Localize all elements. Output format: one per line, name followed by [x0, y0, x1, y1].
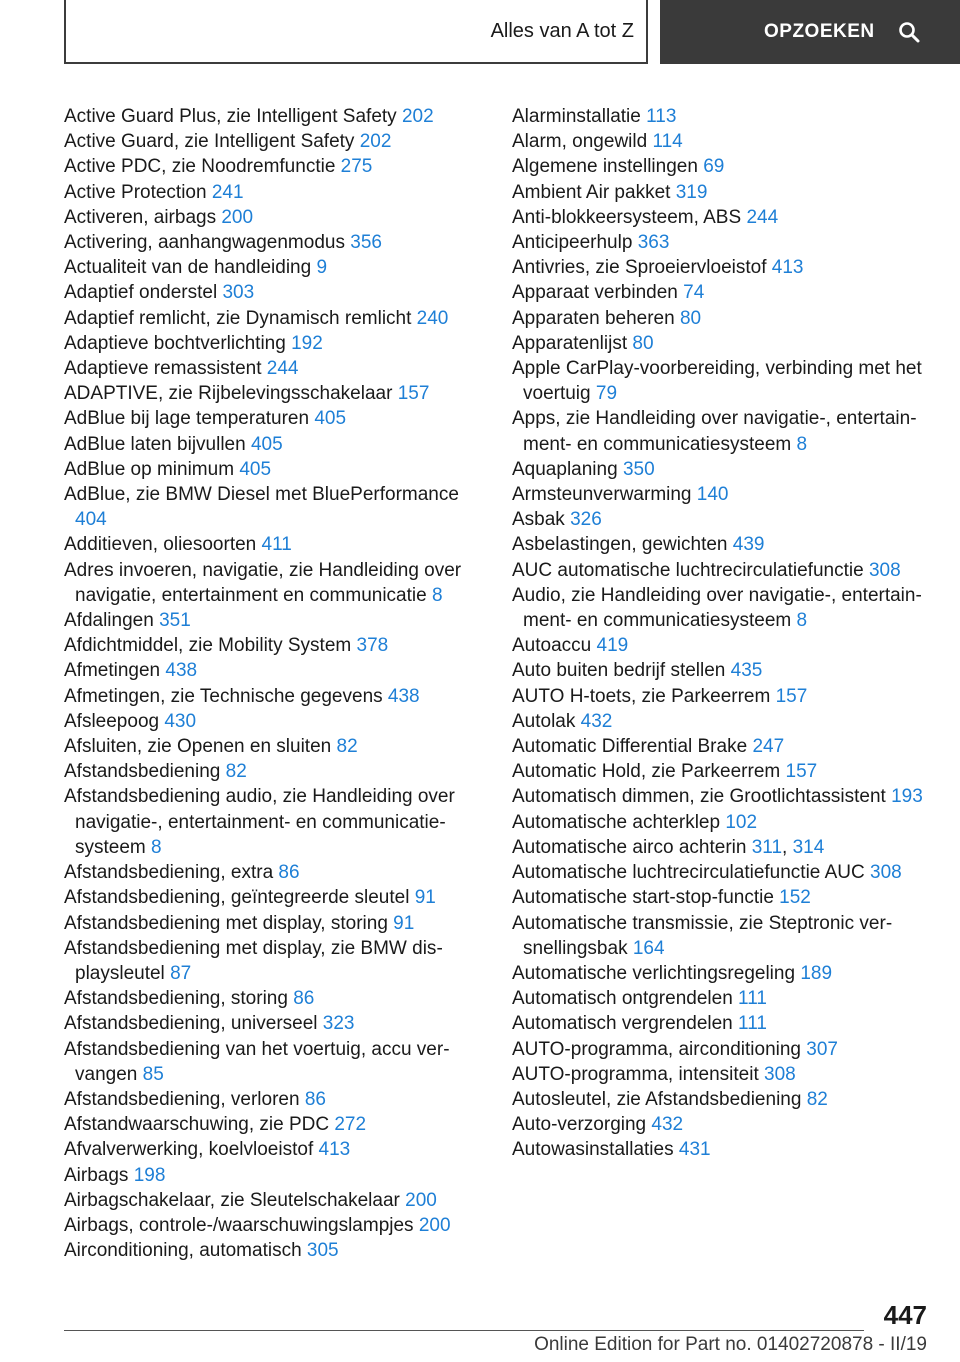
page-link[interactable]: 363	[637, 232, 670, 254]
index-entry	[512, 684, 932, 709]
page-link[interactable]: 307	[806, 1038, 838, 1060]
index-entry	[512, 784, 932, 809]
page-link[interactable]: 308	[868, 559, 901, 581]
index-entry	[512, 205, 932, 230]
index-entry	[64, 608, 464, 633]
index-entry	[64, 885, 464, 910]
index-term: Afstandsbediening van het voertuig, accu vervangen	[64, 1038, 450, 1085]
index-entry	[64, 129, 464, 154]
index-entry	[512, 810, 932, 835]
index-entry	[64, 432, 464, 457]
index-entry	[512, 356, 932, 406]
index-entry	[64, 154, 464, 179]
index-entry	[512, 1062, 932, 1087]
index-term: Airconditioning, automatisch	[64, 1240, 302, 1262]
page-link[interactable]: 272	[334, 1114, 367, 1136]
index-entry	[64, 684, 464, 709]
index-entry	[512, 532, 932, 557]
page-link[interactable]: 82	[806, 1088, 828, 1110]
page-link[interactable]: 241	[211, 181, 244, 203]
index-term: Autolak	[512, 710, 576, 732]
page-link[interactable]: 351	[159, 610, 191, 632]
page-link[interactable]: 311	[751, 836, 783, 858]
index-term: Afsluiten, zie Openen en sluiten	[64, 736, 332, 758]
page-link[interactable]: 152	[779, 887, 811, 909]
index-entry	[64, 230, 464, 255]
index-term: Asbak	[512, 509, 565, 531]
page-link[interactable]: 356	[350, 232, 382, 254]
page-link[interactable]: 91	[393, 912, 415, 934]
page-link[interactable]: 82	[225, 761, 247, 783]
index-term: Afstandsbediening, verloren	[64, 1088, 300, 1110]
page-link[interactable]: 8	[431, 584, 443, 606]
index-entry	[512, 633, 932, 658]
index-term: AUTO H-toets, zie Parkeerrem	[512, 685, 771, 707]
index-entry	[64, 1087, 464, 1112]
page-link[interactable]: 200	[405, 1189, 437, 1211]
index-term: Adaptieve remassistent	[64, 358, 262, 380]
index-term: Afstandsbediening met display, zie BMW displaysleutel	[64, 937, 443, 984]
index-term: Automatisch vergrendelen	[512, 1013, 733, 1035]
index-term: AUTO-programma, intensiteit	[512, 1063, 759, 1085]
page-link[interactable]: 200	[418, 1214, 451, 1236]
index-term: Adaptief onderstel	[64, 282, 218, 304]
index-term: Automatisch ontgrendelen	[512, 988, 733, 1010]
index-term: Afmetingen	[64, 660, 161, 682]
page-link[interactable]: 69	[703, 156, 725, 178]
page-link[interactable]: 114	[652, 131, 683, 153]
page-link[interactable]: 319	[675, 181, 708, 203]
search-label: OPZOEKEN	[764, 21, 875, 42]
section-title: Alles van A tot Z	[490, 19, 634, 42]
index-term: Alarm, ongewild	[512, 131, 648, 153]
index-entry	[64, 205, 464, 230]
page-link[interactable]: 244	[266, 358, 299, 380]
page-link[interactable]: 9	[316, 257, 328, 279]
search-tab[interactable]	[660, 0, 960, 64]
index-term: AdBlue op minimum	[64, 458, 235, 480]
index-term: Apparatenlijst	[512, 332, 628, 354]
page-link[interactable]: 305	[306, 1240, 339, 1262]
index-term: Auto-verzorging	[512, 1114, 647, 1136]
index-term: Afstandsbediening, universeel	[64, 1013, 318, 1035]
index-entry	[64, 356, 464, 381]
page-link[interactable]: 198	[133, 1164, 166, 1186]
index-entry	[64, 936, 464, 986]
page-link[interactable]: 413	[771, 257, 804, 279]
index-entry	[64, 1188, 464, 1213]
index-entry	[512, 1011, 932, 1036]
index-entry	[512, 860, 932, 885]
index-entry	[64, 1238, 464, 1263]
index-term: AUC automatische luchtrecirculatiefunctie	[512, 559, 864, 581]
index-entry	[512, 734, 932, 759]
page-link[interactable]: 164	[632, 937, 665, 959]
page-link[interactable]: 244	[746, 206, 779, 228]
index-term: Anti-blokkeersysteem, ABS	[512, 206, 742, 228]
page-link[interactable]: 404	[75, 509, 107, 531]
page-link[interactable]: 157	[397, 383, 430, 405]
index-term: Alarminstallatie	[512, 106, 641, 127]
index-entry	[512, 129, 932, 154]
index-term: Afsleepoog	[64, 710, 160, 732]
page-link[interactable]: 91	[414, 887, 436, 909]
section-tab[interactable]	[64, 0, 648, 64]
index-term: Afstandsbediening, extra	[64, 862, 274, 884]
index-entry	[512, 1037, 932, 1062]
index-entry	[64, 558, 464, 608]
page-link[interactable]: 111	[738, 1013, 767, 1035]
index-entry	[64, 306, 464, 331]
index-term: AdBlue, zie BMW Diesel met BluePerformance	[64, 484, 459, 506]
index-entry	[512, 911, 932, 961]
index-term: Automatische start-stop-functie	[512, 887, 774, 909]
page-link[interactable]: 140	[696, 484, 729, 506]
index-term: Algemene instellingen	[512, 156, 698, 178]
index-entry	[512, 230, 932, 255]
page-link[interactable]: 275	[340, 156, 373, 178]
index-term: Adres invoeren, navigatie, zie Handleiding over navigatie, entertainment en communicatie	[64, 559, 462, 606]
index-entry	[64, 986, 464, 1011]
index-entry	[512, 507, 932, 532]
index-term: Adaptieve bochtverlichting	[64, 332, 286, 354]
index-entry	[64, 331, 464, 356]
index-term: Automatische airco achterin	[512, 836, 747, 858]
index-term: Apps, zie Handleiding over navigatie-, entertainment- en communicatiesysteem	[512, 408, 917, 455]
index-term: AdBlue laten bijvullen	[64, 433, 246, 455]
index-entry	[64, 1112, 464, 1137]
page-link[interactable]: 157	[775, 685, 808, 707]
index-term: Airbagschakelaar, zie Sleutelschakelaar	[64, 1189, 400, 1211]
index-term: Apparaat verbinden	[512, 282, 678, 304]
page-link[interactable]: 438	[387, 685, 420, 707]
index-entry	[64, 709, 464, 734]
index-entry	[64, 1163, 464, 1188]
index-entry	[512, 457, 932, 482]
index-column-left	[64, 104, 464, 1263]
page-link[interactable]: 308	[870, 862, 902, 884]
index-term: Active Guard, zie Intelligent Safety	[64, 131, 355, 153]
page-link[interactable]: 438	[165, 660, 198, 682]
index-entry	[64, 381, 464, 406]
index-entry	[64, 1213, 464, 1238]
index-term: Afstandsbediening, geïntegreerde sleutel	[64, 887, 410, 909]
page-link[interactable]: 86	[293, 988, 315, 1010]
index-term: Autowasinstallaties	[512, 1139, 674, 1161]
page-link[interactable]: 193	[891, 786, 923, 808]
page-link[interactable]: 405	[250, 433, 283, 455]
index-entry	[64, 1037, 464, 1087]
page-link[interactable]: 157	[785, 761, 818, 783]
index-entry	[64, 1137, 464, 1162]
page-link[interactable]: 86	[278, 862, 300, 884]
index-term: Anticipeerhulp	[512, 232, 633, 254]
index-term: Afstandwaarschuwing, zie PDC	[64, 1114, 330, 1136]
index-term: Adaptief remlicht, zie Dynamisch remlicht	[64, 307, 412, 329]
index-entry	[512, 1087, 932, 1112]
index-entry	[512, 583, 932, 633]
index-term: Airbags	[64, 1164, 129, 1186]
index-term: Afstandsbediening met display, storing	[64, 912, 388, 934]
page-link[interactable]: 111	[738, 988, 767, 1010]
page-link[interactable]: 308	[764, 1063, 796, 1085]
index-entry	[64, 104, 464, 129]
index-entry: Automatische airco achterin 311, 314	[512, 836, 825, 858]
page-link[interactable]: 240	[416, 307, 449, 329]
index-entry	[512, 986, 932, 1011]
page-link[interactable]: 413	[318, 1139, 351, 1161]
index-entry	[64, 180, 464, 205]
index-entry	[64, 784, 464, 860]
index-term: Airbags, controle-/waarschuwingslampjes	[64, 1214, 414, 1236]
index-term: ADAPTIVE, zie Rijbelevingsschakelaar	[64, 383, 393, 405]
page-link[interactable]: 314	[792, 836, 825, 858]
index-entry	[64, 457, 464, 482]
index-entry	[64, 255, 464, 280]
index-term: Automatisch dimmen, zie Grootlichtassistent	[512, 786, 886, 808]
index-entry	[64, 658, 464, 683]
index-term: Automatische transmissie, zie Steptronic versnellingsbak	[512, 912, 893, 959]
index-term: Actualiteit van de handleiding	[64, 257, 312, 279]
page-link[interactable]: 8	[796, 610, 808, 632]
page-link[interactable]: 80	[679, 307, 702, 329]
index-entry	[64, 860, 464, 885]
index-term: Audio, zie Handleiding over navigatie-, entertainment- en communicatiesysteem	[512, 584, 922, 632]
index-term: Automatische achterklep	[512, 811, 721, 833]
index-term: Active Protection	[64, 181, 207, 203]
index-entry	[512, 180, 932, 205]
index-entry	[64, 482, 464, 532]
page-link[interactable]: 350	[622, 458, 655, 480]
index-entry	[64, 734, 464, 759]
index-entry	[512, 280, 932, 305]
index-term: Automatische luchtrecirculatiefunctie AUC	[512, 862, 865, 884]
index-term: Afstandsbediening audio, zie Handleiding over navigatie-, entertainment- en communicatiesysteem	[64, 786, 455, 858]
index-entry	[64, 532, 464, 557]
index-term: Activering, aanhangwagenmodus	[64, 232, 345, 254]
index-column-right	[512, 104, 932, 1163]
page-number: 447	[883, 1300, 927, 1330]
page-link[interactable]: 405	[239, 458, 272, 480]
page-link[interactable]: 432	[580, 710, 613, 732]
index-entry	[512, 759, 932, 784]
page-link[interactable]: 102	[725, 811, 758, 833]
page-link[interactable]: 8	[151, 836, 162, 858]
index-term: Additieven, oliesoorten	[64, 534, 257, 556]
index-term: Apple CarPlay-voorbereiding, verbinding met het voertuig	[512, 358, 922, 405]
index-term: Apparaten beheren	[512, 307, 675, 329]
page-link[interactable]: 87	[170, 962, 192, 984]
page-link[interactable]: 405	[314, 408, 347, 430]
index-entry	[64, 1011, 464, 1036]
index-term: Afdalingen	[64, 610, 154, 632]
index-entry	[64, 759, 464, 784]
index-term: Afmetingen, zie Technische gegevens	[64, 685, 383, 707]
index-term: Armsteunverwarming	[512, 484, 692, 506]
index-term: Afstandsbediening	[64, 761, 221, 783]
page-link[interactable]: 439	[732, 534, 765, 556]
page-link[interactable]: 8	[796, 433, 808, 455]
index-entry	[512, 558, 932, 583]
page-link[interactable]: 419	[596, 635, 629, 657]
index-term: Automatic Hold, zie Parkeerrem	[512, 761, 781, 783]
index-entry	[512, 709, 932, 734]
index-entry	[512, 154, 932, 179]
index-term: Afvalverwerking, koelvloeistof	[64, 1139, 314, 1161]
index-entry	[512, 1137, 932, 1162]
index-entry	[512, 482, 932, 507]
page-link[interactable]: 326	[570, 509, 602, 531]
index-term: Afdichtmiddel, zie Mobility System	[64, 635, 352, 657]
index-entry	[512, 406, 932, 456]
index-term: AdBlue bij lage temperaturen	[64, 408, 310, 430]
page-link[interactable]: 431	[678, 1139, 711, 1161]
page-link[interactable]: 192	[291, 332, 323, 354]
index-entry	[64, 633, 464, 658]
index-entry	[64, 406, 464, 431]
page-link[interactable]: 202	[401, 106, 434, 127]
page-link[interactable]: 85	[142, 1063, 164, 1085]
index-entry	[512, 885, 932, 910]
footer-divider	[64, 1330, 864, 1331]
index-term: Automatic Differential Brake	[512, 736, 748, 758]
index-entry	[512, 658, 932, 683]
index-entry	[512, 961, 932, 986]
index-term: Automatische verlichtingsregeling	[512, 962, 796, 984]
index-term: Asbelastingen, gewichten	[512, 534, 728, 556]
index-entry	[64, 280, 464, 305]
page-link[interactable]: 303	[222, 282, 255, 304]
page-link[interactable]: 430	[164, 710, 197, 732]
index-entry	[64, 911, 464, 936]
index-entry	[512, 306, 932, 331]
page-link[interactable]: 200	[221, 206, 254, 228]
page-link[interactable]: 189	[800, 962, 833, 984]
page-link[interactable]: 435	[730, 660, 763, 682]
page-link[interactable]: 74	[683, 282, 705, 304]
page-link[interactable]: 378	[356, 635, 389, 657]
edition-footer: Online Edition for Part no. 01402720878 - II/19	[534, 1334, 927, 1355]
page-link[interactable]: 323	[322, 1013, 355, 1035]
index-term: Active PDC, zie Noodremfunctie	[64, 156, 336, 178]
index-term: Active Guard Plus, zie Intelligent Safety	[64, 106, 397, 127]
index-term: Activeren, airbags	[64, 206, 217, 228]
index-term: AUTO-programma, airconditioning	[512, 1038, 801, 1060]
index-term: Autosleutel, zie Afstandsbediening	[512, 1088, 802, 1110]
page-link[interactable]: 79	[595, 383, 618, 405]
index-term: Antivries, zie Sproeiervloeistof	[512, 257, 767, 279]
page-link[interactable]: 432	[651, 1114, 684, 1136]
index-entry	[512, 255, 932, 280]
index-entry	[512, 1112, 932, 1137]
page-link[interactable]: 247	[752, 736, 785, 758]
page-link[interactable]: 411	[261, 534, 292, 556]
index-entry	[512, 104, 932, 129]
page-link[interactable]: 202	[359, 131, 392, 153]
index-term: Auto buiten bedrijf stellen	[512, 660, 726, 682]
page-link[interactable]: 80	[632, 332, 654, 354]
index-term: Ambient Air pakket	[512, 181, 671, 203]
magnifier-icon	[897, 20, 921, 44]
index-term: Aquaplaning	[512, 458, 618, 480]
page-link[interactable]: 82	[336, 736, 358, 758]
index-term: Autoaccu	[512, 635, 592, 657]
page-link[interactable]: 113	[646, 106, 677, 127]
page-link[interactable]: 86	[304, 1088, 326, 1110]
index-term: Afstandsbediening, storing	[64, 988, 288, 1010]
index-entry	[512, 331, 932, 356]
